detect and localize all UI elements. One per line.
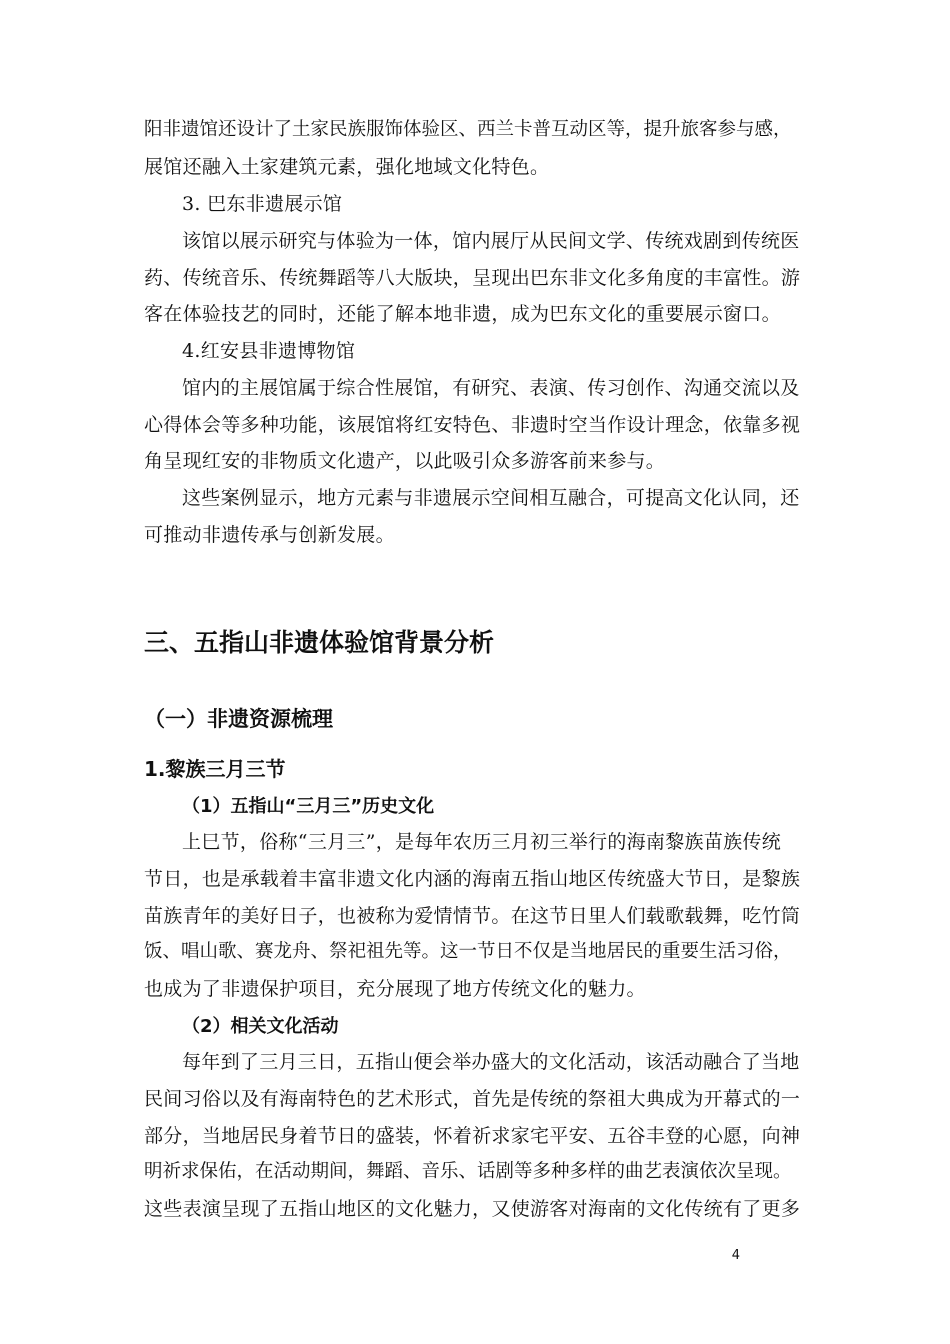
body-text-line: 民间习俗以及有海南特色的艺术形式，首先是传统的祭祖大典成为开幕式的一 (144, 1088, 801, 1110)
section-heading: 三、五指山非遗体验馆背景分析 (144, 628, 495, 657)
body-text-line: 饭、唱山歌、赛龙舟、祭祀祖先等。这一节日不仅是当地居民的重要生活习俗， (144, 941, 792, 962)
body-text-line: 角呈现红安的非物质文化遗产，以此吸引众多游客前来参与。 (144, 450, 666, 472)
body-text-line: 心得体会等多种功能，该展馆将红安特色、非遗时空当作设计理念，依靠多视 (144, 414, 801, 436)
body-text-line: 也成为了非遗保护项目，充分展现了地方传统文化的魅力。 (144, 978, 646, 1000)
item-heading: 1.黎族三月三节 (144, 757, 286, 781)
body-text-line: 可推动非遗传承与创新发展。 (144, 524, 395, 546)
body-text-line: 上巳节，俗称“三月三”，是每年农历三月初三举行的海南黎族苗族传统 (182, 831, 782, 853)
body-text-line: 节日，也是承载着丰富非遗文化内涵的海南五指山地区传统盛大节日，是黎族 (144, 868, 801, 890)
case-title-badong: 3. 巴东非遗展示馆 (182, 193, 343, 215)
body-text-line: 展馆还融入土家建筑元素，强化地域文化特色。 (144, 156, 550, 178)
body-text-line: 馆内的主展馆属于综合性展馆，有研究、表演、传习创作、沟通交流以及 (182, 377, 800, 399)
part-heading-history: （1）五指山“三月三”历史文化 (182, 796, 435, 817)
part-heading-activities: （2）相关文化活动 (182, 1016, 339, 1037)
body-text-line: 苗族青年的美好日子，也被称为爱情情节。在这节日里人们载歌载舞，吃竹筒 (144, 905, 801, 927)
body-text-line: 每年到了三月三日，五指山便会举办盛大的文化活动，该活动融合了当地 (182, 1051, 800, 1073)
body-text-line: 阳非遗馆还设计了土家民族服饰体验区、西兰卡普互动区等，提升旅客参与感， (144, 119, 792, 140)
page-number: 4 (731, 1248, 740, 1263)
subsection-heading: （一）非遗资源梳理 (144, 707, 333, 731)
case-title-hongan: 4.红安县非遗博物馆 (182, 340, 356, 362)
body-text-line: 这些案例显示，地方元素与非遗展示空间相互融合，可提高文化认同，还 (182, 487, 800, 509)
body-text-line: 药、传统音乐、传统舞蹈等八大版块，呈现出巴东非文化多角度的丰富性。游 (144, 267, 801, 289)
body-text-line: 客在体验技艺的同时，还能了解本地非遗，成为巴东文化的重要展示窗口。 (144, 303, 781, 325)
body-text-line: 该馆以展示研究与体验为一体，馆内展厅从民间文学、传统戏剧到传统医 (182, 230, 800, 252)
body-text-line: 这些表演呈现了五指山地区的文化魅力，又使游客对海南的文化传统有了更多 (144, 1198, 801, 1220)
body-text-line: 明祈求保佑，在活动期间，舞蹈、音乐、话剧等多种多样的曲艺表演依次呈现。 (144, 1161, 792, 1182)
body-text-line: 部分，当地居民身着节日的盛装，怀着祈求家宅平安、五谷丰登的心愿，向神 (144, 1125, 801, 1147)
